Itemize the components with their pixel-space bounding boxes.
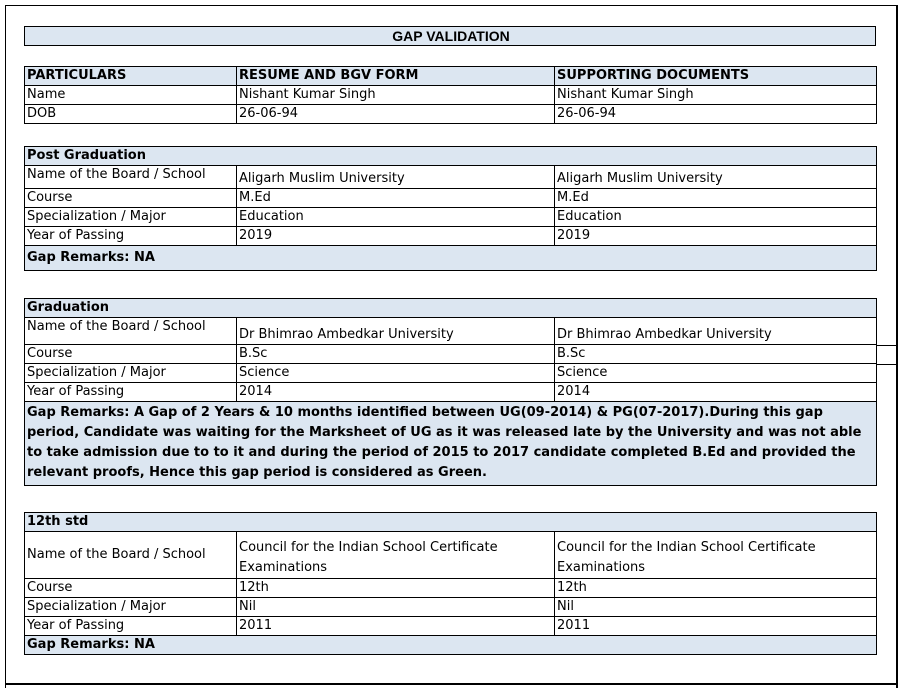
row-label: Course — [25, 189, 237, 208]
docs-value: 2019 — [555, 227, 877, 246]
table-row — [25, 227, 877, 246]
resume-value: Science — [237, 364, 555, 383]
supporting-header: SUPPORTING DOCUMENTS — [555, 67, 877, 86]
row-label: Name — [25, 86, 237, 105]
table-row — [25, 345, 877, 364]
table-row — [25, 532, 877, 579]
row-label: Year of Passing — [25, 227, 237, 246]
table-row — [25, 318, 877, 345]
docs-value: Aligarh Muslim University — [555, 166, 877, 189]
table-row — [25, 208, 877, 227]
section-heading: Post Graduation — [25, 147, 877, 166]
row-label: Course — [25, 345, 237, 364]
header-row — [25, 67, 877, 86]
stray-cell-border — [876, 345, 898, 365]
table-row — [25, 364, 877, 383]
resume-value: Nil — [237, 598, 555, 617]
personal-table — [24, 66, 877, 124]
section-heading: Graduation — [25, 299, 877, 318]
docs-value: 2014 — [555, 383, 877, 402]
resume-value: Aligarh Muslim University — [237, 166, 555, 189]
row-label: Year of Passing — [25, 617, 237, 636]
dob-row — [25, 105, 877, 124]
gap-remarks: Gap Remarks: NA — [25, 246, 877, 271]
resume-value: M.Ed — [237, 189, 555, 208]
row-label: Name of the Board / School — [25, 532, 237, 579]
resume-value: Dr Bhimrao Ambedkar University — [237, 318, 555, 345]
graduation-table — [24, 298, 877, 486]
table-row — [25, 579, 877, 598]
row-label: Year of Passing — [25, 383, 237, 402]
row-label: Specialization / Major — [25, 364, 237, 383]
page-title: GAP VALIDATION — [25, 27, 876, 46]
resume-value: 2019 — [237, 227, 555, 246]
gap-remarks: Gap Remarks: NA — [25, 636, 877, 655]
docs-value: 12th — [555, 579, 877, 598]
table-row — [25, 166, 877, 189]
row-label: Name of the Board / School — [25, 166, 237, 189]
name-row — [25, 86, 877, 105]
table-row — [25, 383, 877, 402]
row-label: Course — [25, 579, 237, 598]
particulars-header: PARTICULARS — [25, 67, 237, 86]
twelfth-table — [24, 512, 877, 655]
resume-value: 12th — [237, 579, 555, 598]
bottom-border — [5, 683, 898, 685]
docs-value: Nil — [555, 598, 877, 617]
resume-value: 2011 — [237, 617, 555, 636]
docs-value: 26-06-94 — [555, 105, 877, 124]
table-row — [25, 617, 877, 636]
row-label: Specialization / Major — [25, 598, 237, 617]
post-graduation-table — [24, 146, 877, 271]
docs-value: M.Ed — [555, 189, 877, 208]
docs-value: B.Sc — [555, 345, 877, 364]
table-row — [25, 189, 877, 208]
docs-value: Education — [555, 208, 877, 227]
row-label: DOB — [25, 105, 237, 124]
resume-value: 2014 — [237, 383, 555, 402]
docs-value: Council for the Indian School Certificate Examinations — [555, 532, 877, 579]
resume-value: Nishant Kumar Singh — [237, 86, 555, 105]
resume-value: 26-06-94 — [237, 105, 555, 124]
title-table — [24, 26, 876, 46]
row-label: Name of the Board / School — [25, 318, 237, 345]
docs-value: 2011 — [555, 617, 877, 636]
resume-value: Education — [237, 208, 555, 227]
resume-value: B.Sc — [237, 345, 555, 364]
table-row — [25, 598, 877, 617]
docs-value: Dr Bhimrao Ambedkar University — [555, 318, 877, 345]
gap-remarks: Gap Remarks: A Gap of 2 Years & 10 months identified between UG(09-2014) & PG(07-2017).During this gap period, Candidate was waiting for the Marksheet of UG as it was released late by the University and was not able to take admission due to to it and during the period of 2015 to 2017 candidate completed B.Ed and provided the relevant proofs, Hence this gap period is considered as Green. — [25, 402, 877, 486]
docs-value: Science — [555, 364, 877, 383]
row-label: Specialization / Major — [25, 208, 237, 227]
resume-value: Council for the Indian School Certificate Examinations — [237, 532, 555, 579]
docs-value: Nishant Kumar Singh — [555, 86, 877, 105]
section-heading: 12th std — [25, 513, 877, 532]
resume-header: RESUME AND BGV FORM — [237, 67, 555, 86]
